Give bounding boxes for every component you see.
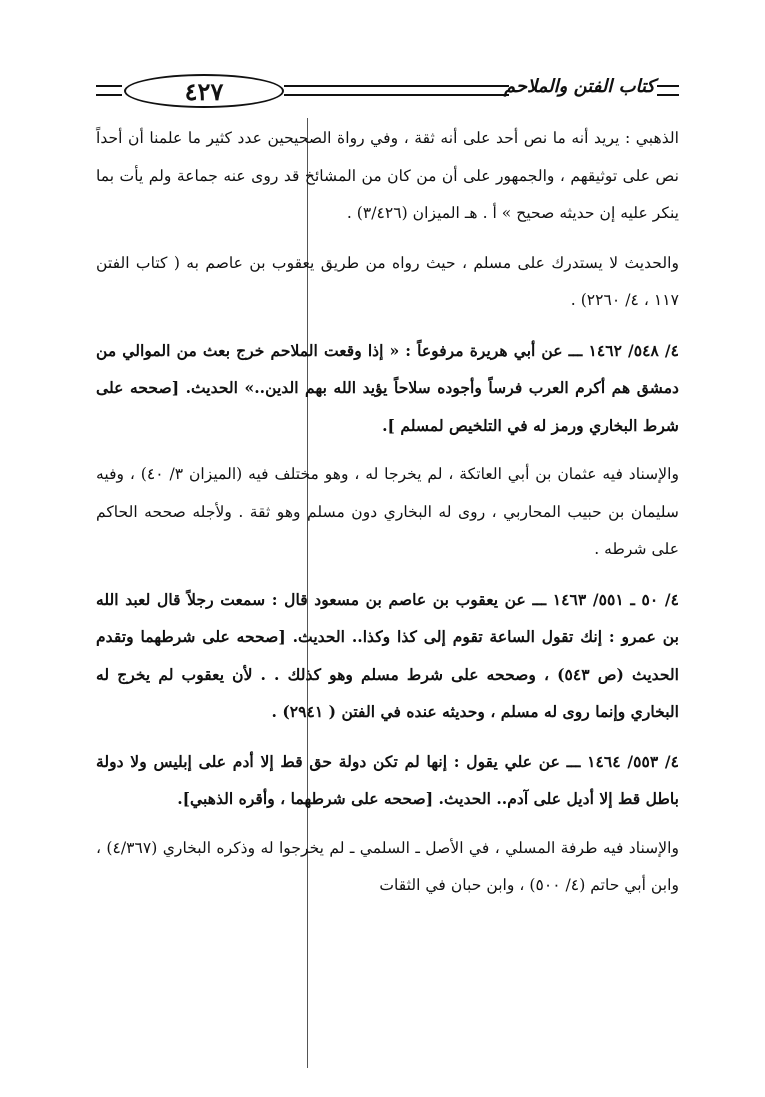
header-rule-middle [284, 85, 509, 96]
paragraph-hadith-note: والحديث لا يستدرك على مسلم ، حيث رواه من طريق يعقوب بن عاصم به ( كتاب الفتن ١١٧ ، ٤/ ٢٢٦٠) . [96, 253, 679, 309]
hadith-entry-1462: ٤/ ٥٤٨/ ١٤٦٢ ـــ عن أبي هريرة مرفوعاً : « إذا وقعت الملاحم خرج بعث من الموالي من دمشق هم أكرم العرب فرساً وأجوده سلاحاً يؤيد الله بهم الدين..» الحديث. [صححه على شرط البخاري ورمز له في التلخيص لمسلم ]. [96, 340, 680, 435]
hadith-entry-1463: ٤/ ٥٠ ـ ٥٥١/ ١٤٦٣ ـــ عن يعقوب بن عاصم بن مسعود قال : سمعت رجلاً قال لعبد الله بن عمرو : إنك تقول الساعة تقوم إلى كذا وكذا.. الحديث. [صححه على شرطهما وتقدم الحديث (ص ٥٤٣) ، وصححه على شرط مسلم وهو كذلك . . لأن يعقوب لم يخرج له البخاري وإنما روى له مسلم ، وحديثه عنده في الفتن ( ٢٩٤١) . [96, 589, 680, 721]
running-title: كتاب الفتن والملاحم [503, 76, 655, 97]
paragraph-dhahabi-quote: الذهبي : يريد أنه ما نص أحد على أنه ثقة ، وفي رواة الصحيحين عدد كثير ما علمنا أن أحداً نص على توثيقهم ، والجمهور على أن من كان من المشائخ قد روى عنه جماعة ولم يأت بما ينكر عليه إن حديثه صحيح » أ . هـ الميزان (٣/٤٢٦) . [96, 129, 679, 222]
header-rule-left [96, 85, 122, 96]
page-body [96, 120, 679, 917]
page-number: ٤٢٧ [184, 76, 224, 106]
paragraph-isnad-1462: والإسناد فيه عثمان بن أبي العاتكة ، لم يخرجا له ، وهو مختلف فيه (الميزان ٣/ ٤٠) ، وفيه سليمان بن حبيب المحاربي ، روى له البخاري دون مسلم وهو ثقة . ولأجله صححه الحاكم على شرطه . [96, 465, 679, 558]
page-number-badge [124, 74, 284, 108]
paragraph-isnad-1464: والإسناد فيه طرفة المسلي ، في الأصل ـ السلمي ـ لم يخرجوا له وذكره البخاري (٤/٣٦٧) ، وابن أبي حاتم (٤/ ٥٠٠) ، وابن حبان في الثقات [96, 838, 679, 894]
header-rule-right [657, 85, 679, 96]
hadith-entry-1464: ٤/ ٥٥٣/ ١٤٦٤ ـــ عن علي يقول : إنها لم تكن دولة حق قط إلا أدم على إبليس ولا دولة باطل قط إلا أديل على آدم.. الحديث. [صححه على شرطهما ، وأقره الذهبي]. [96, 751, 680, 808]
page-header [96, 72, 679, 112]
